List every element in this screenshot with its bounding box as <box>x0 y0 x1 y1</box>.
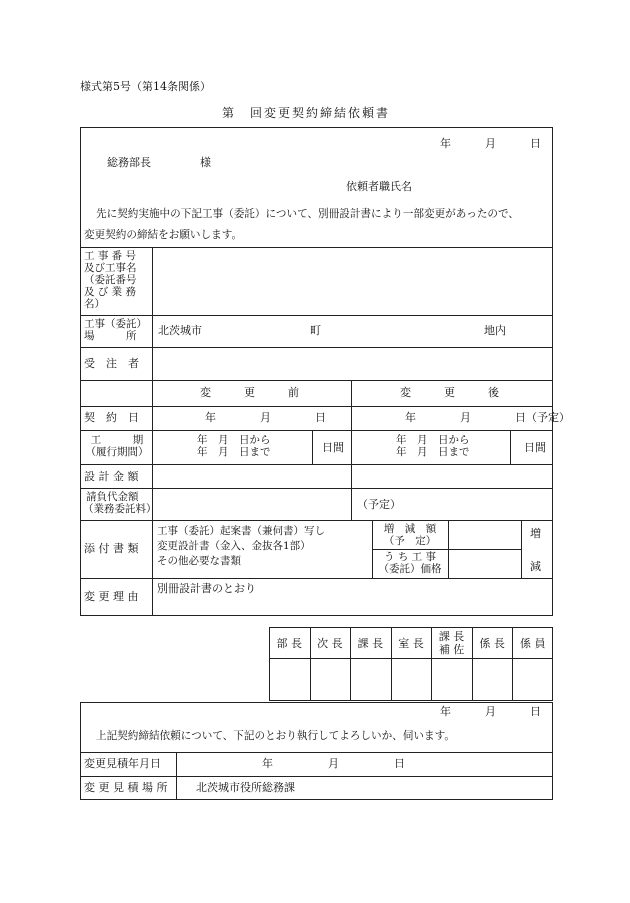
contract-date-before: 年 月 日 <box>205 411 326 424</box>
before-header: 変 更 前 <box>200 386 299 399</box>
approval-cell-label: 部 長 <box>276 637 303 650</box>
contractor-label: 受 注 者 <box>84 357 139 370</box>
included-price-label: う ち 工 事 （委託）価格 <box>378 551 442 575</box>
contract-date-label: 契 約 日 <box>84 411 139 424</box>
estimate-date-value: 年 月 日 <box>262 757 405 770</box>
request-body-line2: 変更契約の締結をお願いします。 <box>84 229 243 241</box>
period-label: 工 期 （履行期間） <box>85 434 149 458</box>
period-after: 年 月 日から 年 月 日まで <box>396 434 470 458</box>
reason-value: 別冊設計書のとおり <box>157 582 256 595</box>
location-city: 北茨城市 <box>158 324 202 337</box>
contract-amount-after: （予定） <box>357 498 401 511</box>
work-number-label: 工 事 番 号 及び工事名 （委託番号 及 び 業 務 名） <box>84 250 137 310</box>
honorific: 様 <box>200 156 211 169</box>
request-date: 年 月 日 <box>440 137 545 150</box>
estimate-place-label: 変 更 見 積 場 所 <box>84 781 168 794</box>
approval-cell-label: 室 長 <box>398 637 424 650</box>
attachments-list <box>157 524 325 569</box>
reason-label: 変 更 理 由 <box>84 590 139 603</box>
after-header: 変 更 後 <box>400 386 499 399</box>
approval-cell-label: 課 長 補 佐 <box>438 630 465 656</box>
addressee: 総務部長 <box>107 156 151 169</box>
approval-cell-label: 係 長 <box>479 637 505 650</box>
location-area: 地内 <box>484 324 506 337</box>
list-item: 変更設計書（金入、金抜各1部） <box>157 540 311 552</box>
contract-date-after: 年 月 日（予定） <box>405 411 570 424</box>
execution-statement: 上記契約締結依頼について、下記のとおり執行してよろしいか、伺います。 <box>96 730 455 742</box>
estimate-date-label: 変更見積年月日 <box>84 757 161 770</box>
requester-name-label: 依頼者職氏名 <box>346 180 412 193</box>
list-item: その他必要な書類 <box>157 555 241 567</box>
list-item: 工事（委託）起案書（兼伺書）写し <box>157 525 325 537</box>
decrease-mark: 減 <box>530 560 541 573</box>
request-body-line1: 先に契約実施中の下記工事（委託）について、別冊設計書により一部変更があったので、 <box>96 208 520 220</box>
period-before-days: 日間 <box>322 441 344 454</box>
contract-amount-label: 請負代金額 （業務委託料） <box>83 491 157 515</box>
increase-mark: 増 <box>530 527 541 540</box>
approval-cell-label: 課 長 <box>357 637 384 650</box>
approval-cell-label: 係 員 <box>519 637 546 650</box>
form-number: 様式第5号（第14条関係） <box>80 80 211 93</box>
execution-date: 年 月 日 <box>440 705 545 718</box>
page-title: 第 回変更契約締結依頼書 <box>222 106 391 120</box>
design-amount-label: 設 計 金 額 <box>84 470 139 483</box>
increase-label: 増 減 額 （予 定） <box>383 523 437 547</box>
attachments-label: 添 付 書 類 <box>84 542 139 555</box>
approval-cell-label: 次 長 <box>317 637 343 650</box>
location-label: 工事（委託） 場 所 <box>84 318 147 342</box>
period-after-days: 日間 <box>524 441 546 454</box>
location-town: 町 <box>310 324 321 337</box>
estimate-place-value: 北茨城市役所総務課 <box>196 781 295 794</box>
period-before: 年 月 日から 年 月 日まで <box>197 434 271 458</box>
